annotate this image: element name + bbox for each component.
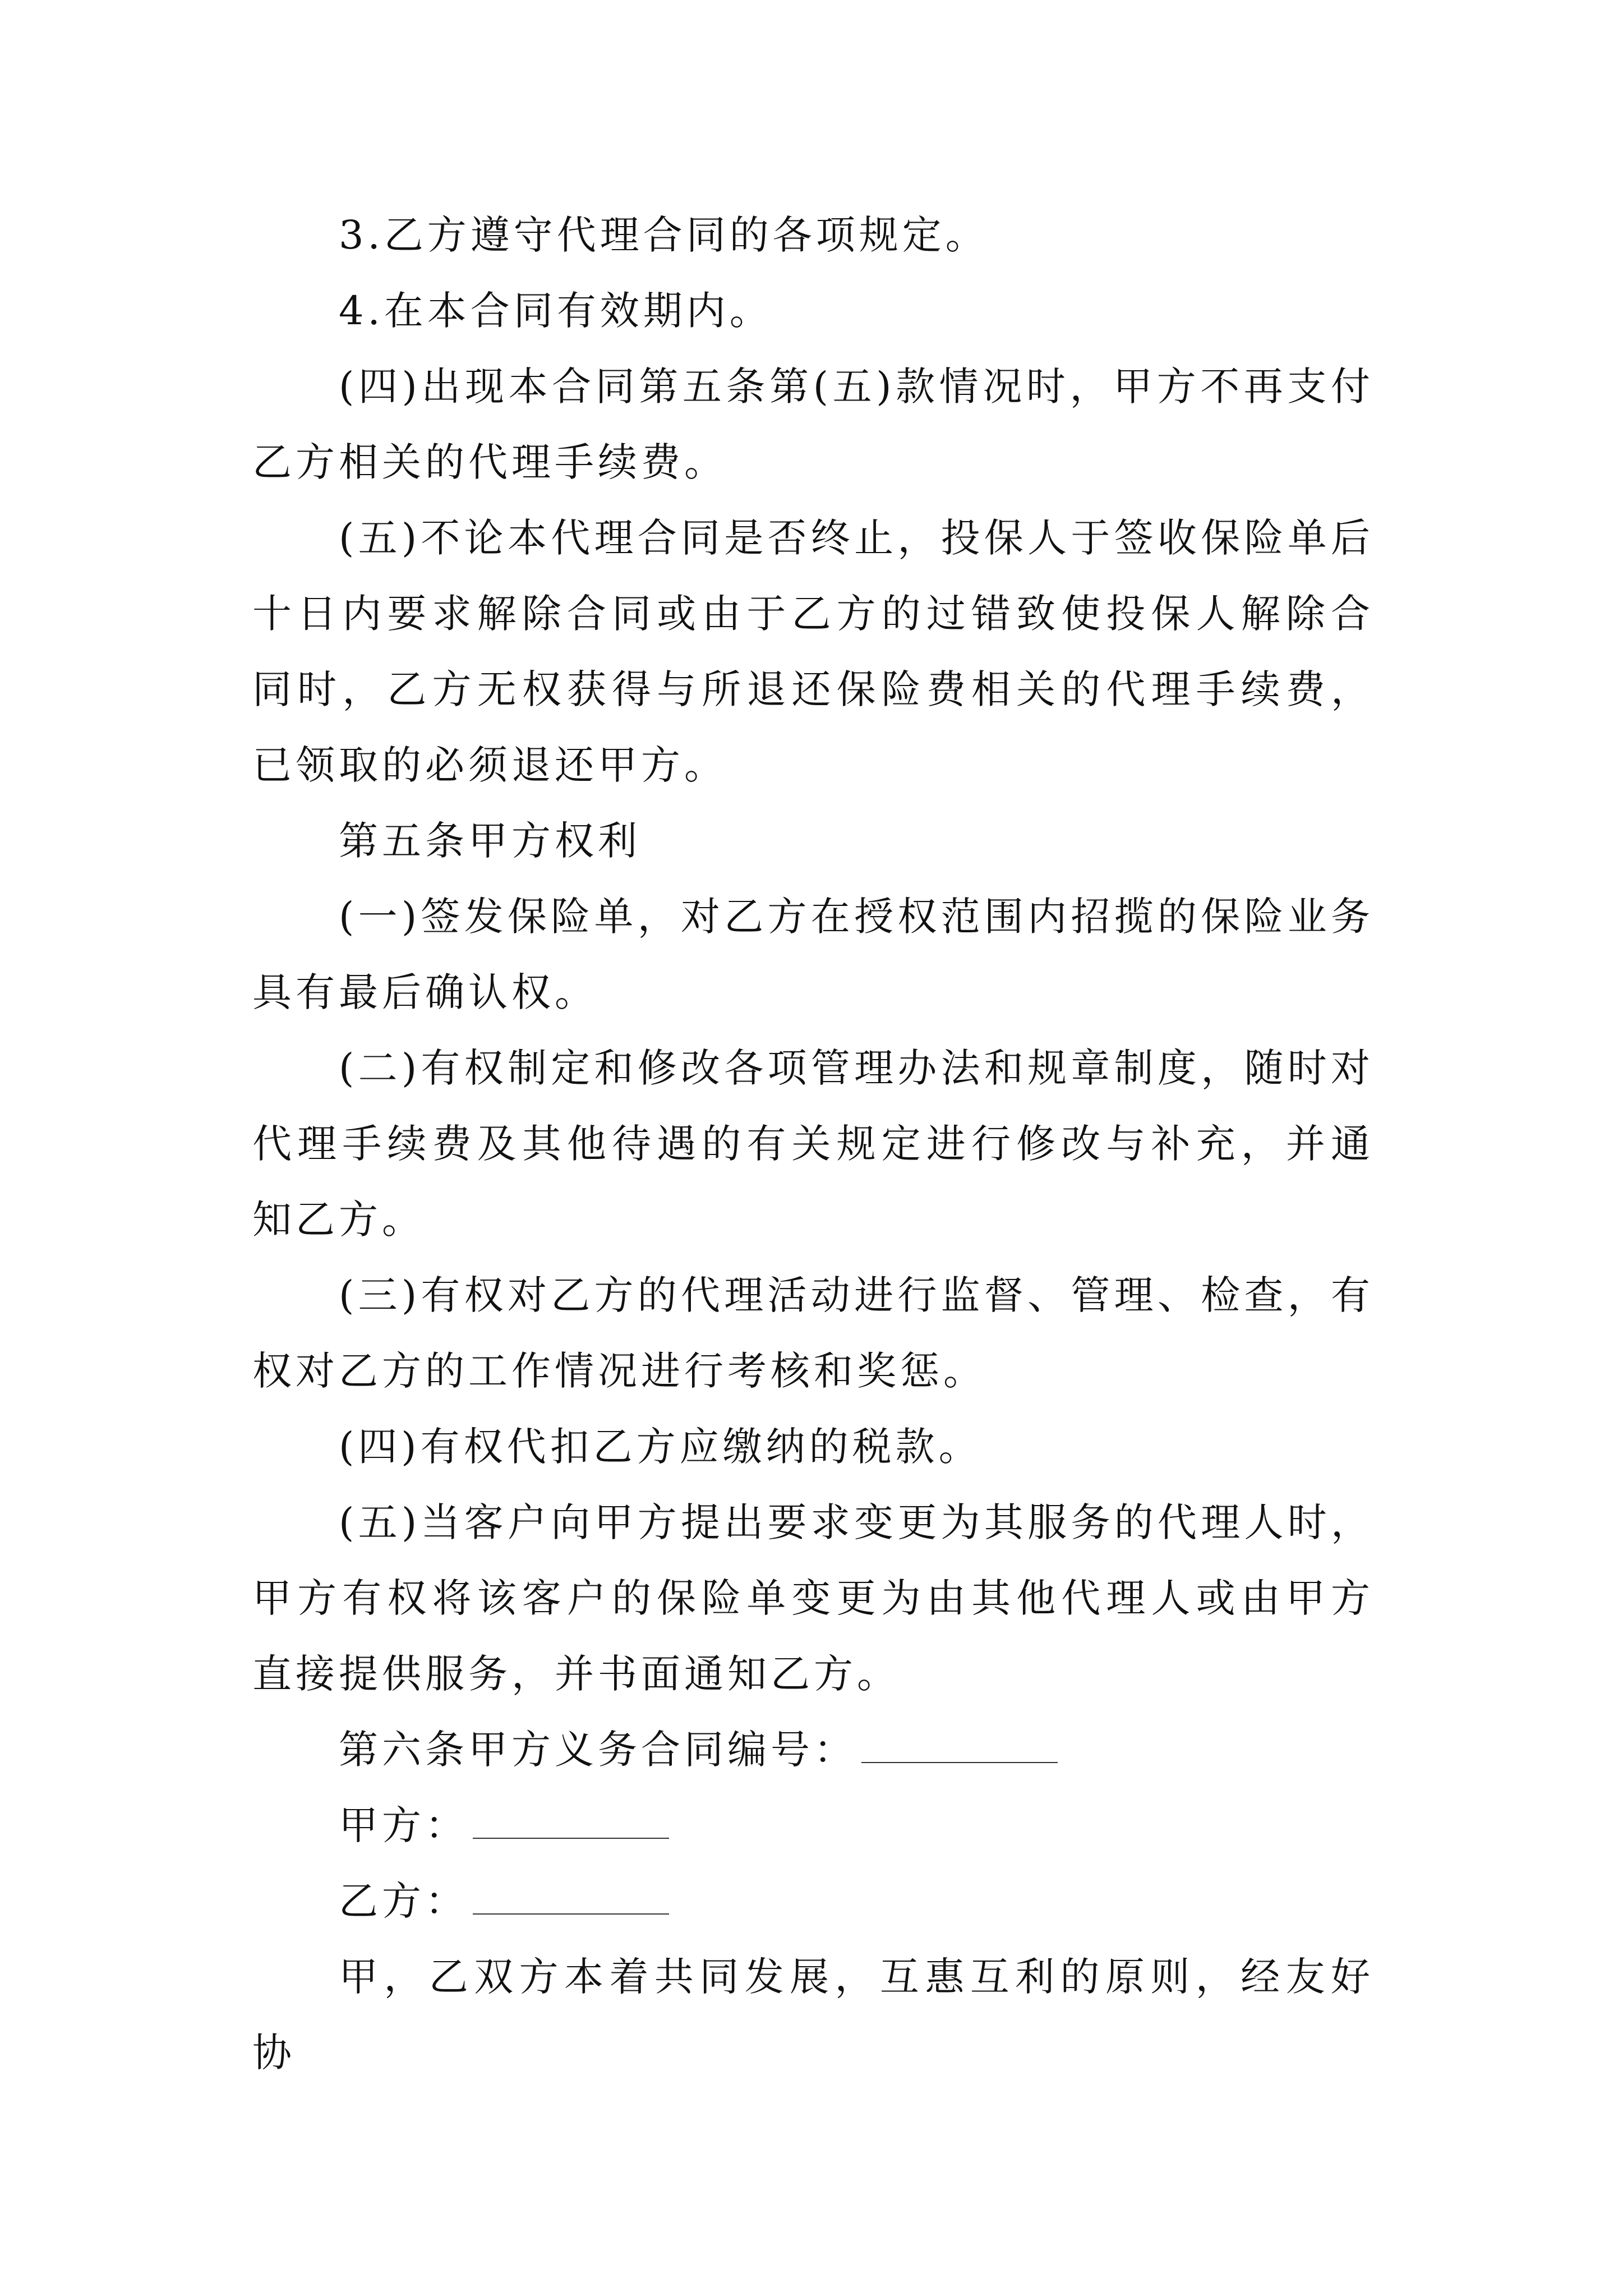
- paragraph-right-3: (三)有权对乙方的代理活动进行监督、管理、检查，有权对乙方的工作情况进行考核和奖惩。: [252, 1272, 1374, 1394]
- paragraph-item-4: (四)出现本合同第五条第(五)款情况时，甲方不再支付乙方相关的代理手续费。: [252, 364, 1374, 485]
- party-a-label: 甲方：: [339, 1802, 468, 1848]
- paragraph-clause-3: 3.乙方遵守代理合同的各项规定。: [339, 212, 989, 258]
- section-heading-article-5: 第五条甲方权利: [339, 818, 641, 864]
- party-a-line: [252, 1788, 1374, 1864]
- contract-number-label: 第六条甲方义务合同编号：: [339, 1727, 857, 1773]
- party-b-line: [252, 1864, 1374, 1939]
- party-a-blank[interactable]: [473, 1804, 669, 1839]
- party-b-blank[interactable]: [473, 1880, 669, 1915]
- paragraph-item-5: (五)不论本代理合同是否终止，投保人于签收保险单后十日内要求解除合同或由于乙方的过错致使投保人解除合同时，乙方无权获得与所退还保险费相关的代理手续费，已领取的必须退还甲方。: [252, 515, 1374, 788]
- closing-paragraph: 甲，乙双方本着共同发展，互惠互利的原则，经友好协: [252, 1954, 1374, 2076]
- document-body: [252, 197, 1374, 2091]
- contract-number-blank[interactable]: [861, 1728, 1058, 1763]
- paragraph-clause-4: 4.在本合同有效期内。: [339, 288, 773, 334]
- paragraph-right-5: (五)当客户向甲方提出要求变更为其服务的代理人时，甲方有权将该客户的保险单变更为由其他代理人或由甲方直接提供服务，并书面通知乙方。: [252, 1499, 1374, 1697]
- party-b-label: 乙方：: [339, 1878, 468, 1924]
- paragraph-right-1: (一)签发保险单，对乙方在授权范围内招揽的保险业务具有最后确认权。: [252, 894, 1374, 1015]
- paragraph-right-2: (二)有权制定和修改各项管理办法和规章制度，随时对代理手续费及其他待遇的有关规定进行修改与补充，并通知乙方。: [252, 1045, 1374, 1243]
- paragraph-right-4: (四)有权代扣乙方应缴纳的税款。: [339, 1424, 982, 1470]
- contract-number-line: [252, 1712, 1374, 1788]
